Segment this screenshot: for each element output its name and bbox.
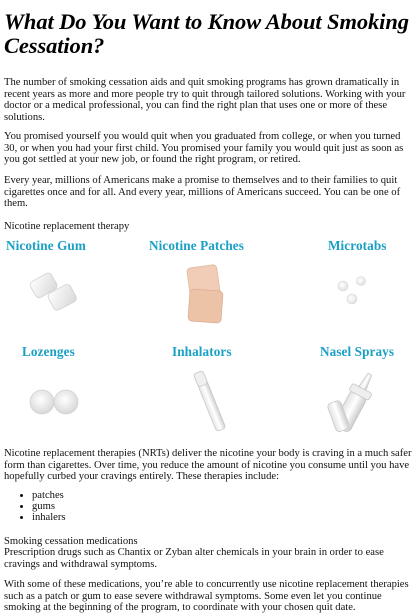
- promise-paragraph: You promised yourself you would quit when you graduated from college, or when you turned 30, or when you had your first child. You promised your family you would quit just as soon as you got settled at your new job, or found the right program, or retired.: [4, 131, 404, 166]
- nrt-paragraph: Nicotine replacement therapies (NRTs) deliver the nicotine your body is craving in a much safer form than cigarettes. Over time, you reduce the amount of nicotine you consume until you have hopefully curbed your cravings entirely. These therapies include:: [4, 448, 412, 483]
- product-label-nicotine-gum: Nicotine Gum: [6, 238, 86, 253]
- millions-paragraph: Every year, millions of Americans make a promise to themselves and to their families to quit cigarettes once and for all. And every year, millions of Americans succeed. You can be one of them.: [4, 175, 401, 210]
- gum-pieces-image: [22, 262, 86, 320]
- lozenges-image: [28, 384, 84, 420]
- nrt-heading: Nicotine replacement therapy: [4, 221, 130, 232]
- microtabs-image: [330, 272, 380, 312]
- list-item: • gums: [32, 501, 66, 512]
- inhalator-image: [188, 368, 232, 436]
- list-item: • inhalers: [32, 512, 66, 523]
- medications-paragraph: Prescription drugs such as Chantix or Zyban alter chemicals in your brain in order to ease cravings and withdrawal symptoms.: [4, 547, 384, 570]
- product-label-inhalators: Inhalators: [172, 344, 232, 359]
- product-label-nicotine-patches: Nicotine Patches: [149, 238, 244, 253]
- product-label-lozenges: Lozenges: [22, 344, 75, 359]
- nasal-spray-image: [320, 366, 386, 436]
- list-item: • patches: [32, 490, 66, 501]
- product-label-nasel-sprays: Nasel Sprays: [320, 344, 395, 359]
- nrt-list: [4, 490, 66, 524]
- intro-paragraph: The number of smoking cessation aids and quit smoking programs has grown dramatically in recent years as more and more people try to quit through tailored solutions. Working with your doctor or a medical professional, you can find the right plan that uses one or more of these solutions.: [4, 77, 406, 123]
- patches-image: [180, 262, 232, 328]
- medications-heading: Smoking cessation medications: [4, 536, 138, 547]
- product-label-microtabs: Microtabs: [328, 238, 387, 253]
- page-title: What Do You Want to Know About Smoking Cessation?: [4, 9, 409, 58]
- concurrent-use-paragraph: With some of these medications, you’re able to concurrently use nicotine replacement therapies such as a patch or gum to ease severe withdrawal symptoms. Some even let you continue smoking at the beginning of the program, to coordinate with your chosen quit date.: [4, 579, 409, 614]
